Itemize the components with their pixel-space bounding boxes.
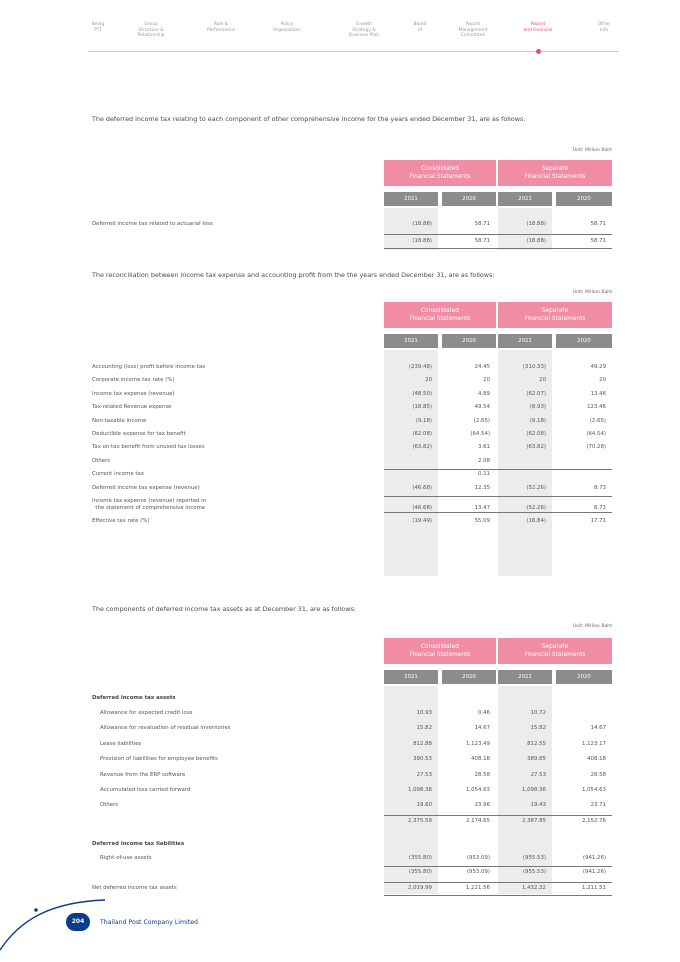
section1-cell: (18.88) (412, 221, 432, 227)
section2-year-header: 2020 (556, 334, 612, 348)
section3-cell: 27.53 (530, 771, 546, 778)
section1-row-label: Deferred income tax related to actuarial loss (92, 221, 213, 227)
section2-cell: (2.65) (589, 417, 606, 424)
section3-rule (384, 882, 612, 883)
section1-cell: (18.88) (526, 221, 546, 227)
section2-cell: (64.54) (470, 431, 490, 437)
section3-year-header: 2021 (384, 670, 438, 684)
section2-cell: (2.65) (473, 417, 490, 424)
section2-row-label: Accounting (loss) profit before income tax (92, 364, 206, 370)
nav-item-policy[interactable]: Policy Organization (272, 22, 302, 33)
section2-cell: (48.50) (412, 390, 432, 397)
section2-cell: (63.82) (412, 444, 432, 451)
section2-row-label: Current income tax (92, 471, 145, 478)
section2-year-header: 2020 (442, 334, 496, 348)
nav-item-report-management[interactable]: Report Management Committee (458, 22, 488, 39)
section2-column-shade (384, 350, 438, 576)
section2-row-label: Others (92, 457, 111, 464)
section3-assets-total-cell: 2,174.65 (465, 817, 490, 824)
section2-cell: (16.84) (526, 518, 546, 524)
section2-cell: (9.18) (415, 417, 432, 424)
section2-row-label: Income tax expense (revenue) (92, 390, 175, 397)
section2-cell: 17.71 (590, 518, 606, 524)
section2-cell: (62.07) (526, 390, 546, 397)
section2-cell: (70.28) (586, 444, 606, 451)
section3-year-header: 2021 (498, 670, 552, 684)
section2-row-label: Non-taxable income (92, 417, 147, 424)
section3-net-cell: 1,221.56 (465, 885, 490, 891)
section2-cell: 4.89 (477, 390, 490, 397)
section3-cell: 15.82 (416, 725, 432, 732)
section2-cell: (52.26) (526, 484, 546, 491)
section3-cell: 10.72 (530, 710, 546, 716)
section3-liab-total-cell: (953.09) (466, 869, 490, 875)
section2-cell: 24.45 (474, 364, 490, 370)
section2-cell: 55.09 (474, 518, 490, 524)
section2-cell: 8.73 (593, 484, 606, 491)
section1-year-header: 2021 (498, 192, 552, 206)
section3-cell: 19.43 (530, 802, 546, 809)
section2-column-shade (498, 350, 552, 576)
section2-cell: (46.68) (412, 484, 432, 491)
section2-cell: 8.73 (593, 505, 606, 511)
section3-assets-total-cell: 2,152.76 (581, 817, 606, 824)
section2-cell: (62.08) (526, 431, 546, 437)
section3-assets-total-cell: 2,387.85 (521, 817, 546, 824)
section3-net-cell: 1,432.32 (521, 885, 546, 891)
section2-rule (384, 469, 612, 470)
section2-cell: 49.54 (474, 404, 490, 411)
section3-cell: 1,054.63 (465, 787, 490, 793)
section3-asset-label: Revenue from the ERP software (100, 771, 186, 778)
section2-cell: 13.47 (474, 505, 490, 511)
section3-rule (384, 866, 612, 867)
section1-unit: Unit: Million Baht (572, 148, 612, 153)
section3-liab-total-cell: (955.53) (522, 869, 546, 875)
nav-item-board[interactable]: Board of (413, 22, 427, 33)
section1-total-cell: (18.88) (526, 238, 546, 244)
section2-year-header: 2021 (384, 334, 438, 348)
nav-item-role-performance[interactable]: Role & Performance (207, 22, 235, 33)
section3-net-label: Net deferred income tax assets (92, 885, 177, 891)
section3-liab-total-cell: (941.26) (582, 869, 606, 875)
section1-cell: 58.71 (590, 221, 606, 227)
section3-cell: 15.82 (530, 725, 546, 732)
section3-cell: 28.58 (474, 771, 490, 778)
section3-assets-total-cell: 2,375.59 (407, 817, 432, 824)
section3-liability-label: Right-of-use assets (100, 855, 152, 861)
section1-cell: 58.71 (474, 221, 490, 227)
section3-asset-label: Allowance for revaluation of residual inventories (100, 725, 231, 732)
section3-cell: 812.55 (527, 740, 546, 747)
section3-asset-label: Allowance for expected credit loss (100, 710, 193, 716)
section3-cell: 1,098.36 (521, 787, 546, 793)
section3-cell: 0.46 (477, 710, 490, 716)
section2-row-label: Deductible expense for tax benefit (92, 431, 186, 437)
section3-cell: 1,123.17 (581, 740, 606, 747)
section3-cell: 1,123.49 (465, 740, 490, 747)
section2-cell: (64.54) (586, 431, 606, 437)
section3-cell: 19.60 (416, 802, 432, 809)
section2-cell: (63.82) (526, 444, 546, 451)
section1-header-consolidated: Consolidated Financial Statements (384, 160, 496, 186)
section2-cell: 3.61 (477, 444, 490, 451)
nav-item-growth-strategy[interactable]: Growth Strategy & Business Plan (348, 22, 380, 39)
section2-cell: 20 (425, 377, 432, 384)
top-navigation (0, 22, 680, 54)
section3-cell: 390.53 (413, 756, 432, 763)
section3-cell: 14.67 (474, 725, 490, 732)
section3-cell: 10.93 (416, 710, 432, 716)
section3-asset-label: Accumulated loss carried forward (100, 787, 191, 793)
section3-cell: (355.80) (408, 855, 432, 861)
section3-cell: 27.53 (416, 771, 432, 778)
section3-asset-label: Others (100, 802, 119, 809)
section2-cell: (9.18) (529, 417, 546, 424)
section3-liab-total-cell: (355.80) (408, 869, 432, 875)
section3-cell: 23.96 (474, 802, 490, 809)
section3-net-cell: 2,019.99 (407, 885, 432, 891)
section2-cell: 20 (539, 377, 546, 384)
section2-row-label: Income tax expense (revenue) reported in the statement of comprehensive income (92, 498, 207, 512)
section2-row-label: Tax on tax benefit from unused tax losses (92, 444, 205, 451)
section2-cell: 0.11 (477, 471, 490, 478)
nav-active-indicator (536, 49, 541, 54)
section3-cell: 812.88 (413, 740, 432, 747)
section2-cell: 49.29 (590, 364, 606, 370)
section2-header-consolidated: Consolidated Financial Statements (384, 302, 496, 328)
section3-rule (384, 895, 612, 896)
section2-cell: (52.26) (526, 505, 546, 511)
page-number-badge: 204 (66, 913, 90, 931)
section3-cell: 28.58 (590, 771, 606, 778)
section2-cell: (239.48) (408, 364, 432, 370)
section2-row-label: Tax-related Revenue expense (92, 404, 172, 411)
section2-cell: (19.49) (412, 518, 432, 524)
footer-company-name: Thailand Post Company Limited (100, 919, 198, 926)
section3-asset-label: Lease liabilities (100, 740, 142, 747)
section2-cell: 13.46 (590, 390, 606, 397)
section1-total-cell: 58.71 (474, 238, 490, 244)
section3-cell: 23.71 (590, 802, 606, 809)
section3-cell: 389.85 (527, 756, 546, 763)
decorative-curve (0, 880, 110, 962)
nav-item-other-info[interactable]: Other Info (597, 22, 611, 33)
section1-year-header: 2021 (384, 192, 438, 206)
section1-header-separate: Separate Financial Statements (498, 160, 612, 186)
nav-item-being-ptt[interactable]: Being PTT (91, 22, 105, 33)
section3-asset-label: Provision of liabilities for employee benefits (100, 756, 218, 763)
section2-cell: 123.46 (587, 404, 606, 411)
section3-cell: 408.18 (587, 756, 606, 763)
section2-cell: (62.08) (412, 431, 432, 437)
section2-year-header: 2021 (498, 334, 552, 348)
section2-header-separate: Separate Financial Statements (498, 302, 612, 328)
section2-cell: 2.08 (477, 457, 490, 464)
section3-header-consolidated: Consolidated Financial Statements (384, 638, 496, 664)
section3-cell: (941.26) (582, 855, 606, 861)
section2-cell: (8.93) (529, 404, 546, 411)
section2-intro: The reconciliation between income tax expense and accounting profit from the the years ended December 31, are as follows: (92, 271, 495, 279)
section2-unit: Unit: Million Baht (572, 290, 612, 295)
section3-cell: 1,054.63 (581, 787, 606, 793)
section2-row-label: Effective tax rate (%) (92, 518, 150, 524)
section1-total-cell: (18.88) (412, 238, 432, 244)
section2-cell: 12.35 (474, 484, 490, 491)
section2-cell: 20 (483, 377, 490, 384)
section1-double-rule (384, 248, 612, 249)
section2-row-label: Corporate income tax rate (%) (92, 377, 175, 384)
section1-intro: The deferred income tax relating to each component of other comprehensive income for the years ended December 31, are as follows: (92, 115, 526, 123)
section2-cell: (46.68) (412, 505, 432, 511)
section1-year-header: 2020 (556, 192, 612, 206)
section3-cell: 1,098.38 (407, 787, 432, 793)
section3-cell: 408.18 (471, 756, 490, 763)
section1-year-header: 2020 (442, 192, 496, 206)
section3-intro: The components of deferred income tax assets as at December 31, are as follows: (92, 605, 356, 613)
section3-liabilities-heading: Deferred income tax liabilities (92, 841, 185, 847)
section3-cell: (953.09) (466, 855, 490, 861)
section3-assets-heading: Deferred income tax assets (92, 695, 176, 701)
section3-cell: 14.67 (590, 725, 606, 732)
section2-rule (384, 496, 612, 497)
section2-cell: (310.33) (522, 364, 546, 370)
section2-rule (384, 512, 612, 513)
nav-item-financial-report[interactable]: Report and Financial (523, 22, 553, 33)
section3-rule (384, 815, 612, 816)
section3-year-header: 2020 (442, 670, 496, 684)
section3-unit: Unit: Million Baht (572, 624, 612, 629)
section1-total-cell: 58.71 (590, 238, 606, 244)
section3-year-header: 2020 (556, 670, 612, 684)
section3-header-separate: Separate Financial Statements (498, 638, 612, 664)
section2-cell: 20 (599, 377, 606, 384)
section3-net-cell: 1,211.51 (581, 885, 606, 891)
section2-cell: (18.85) (412, 404, 432, 411)
section2-row-label: Deferred income tax expense (revenue) (92, 484, 200, 491)
nav-item-group-structure[interactable]: Group Structure & Relationship (137, 22, 165, 39)
section1-total-rule (384, 234, 612, 235)
section3-cell: (955.53) (522, 855, 546, 861)
